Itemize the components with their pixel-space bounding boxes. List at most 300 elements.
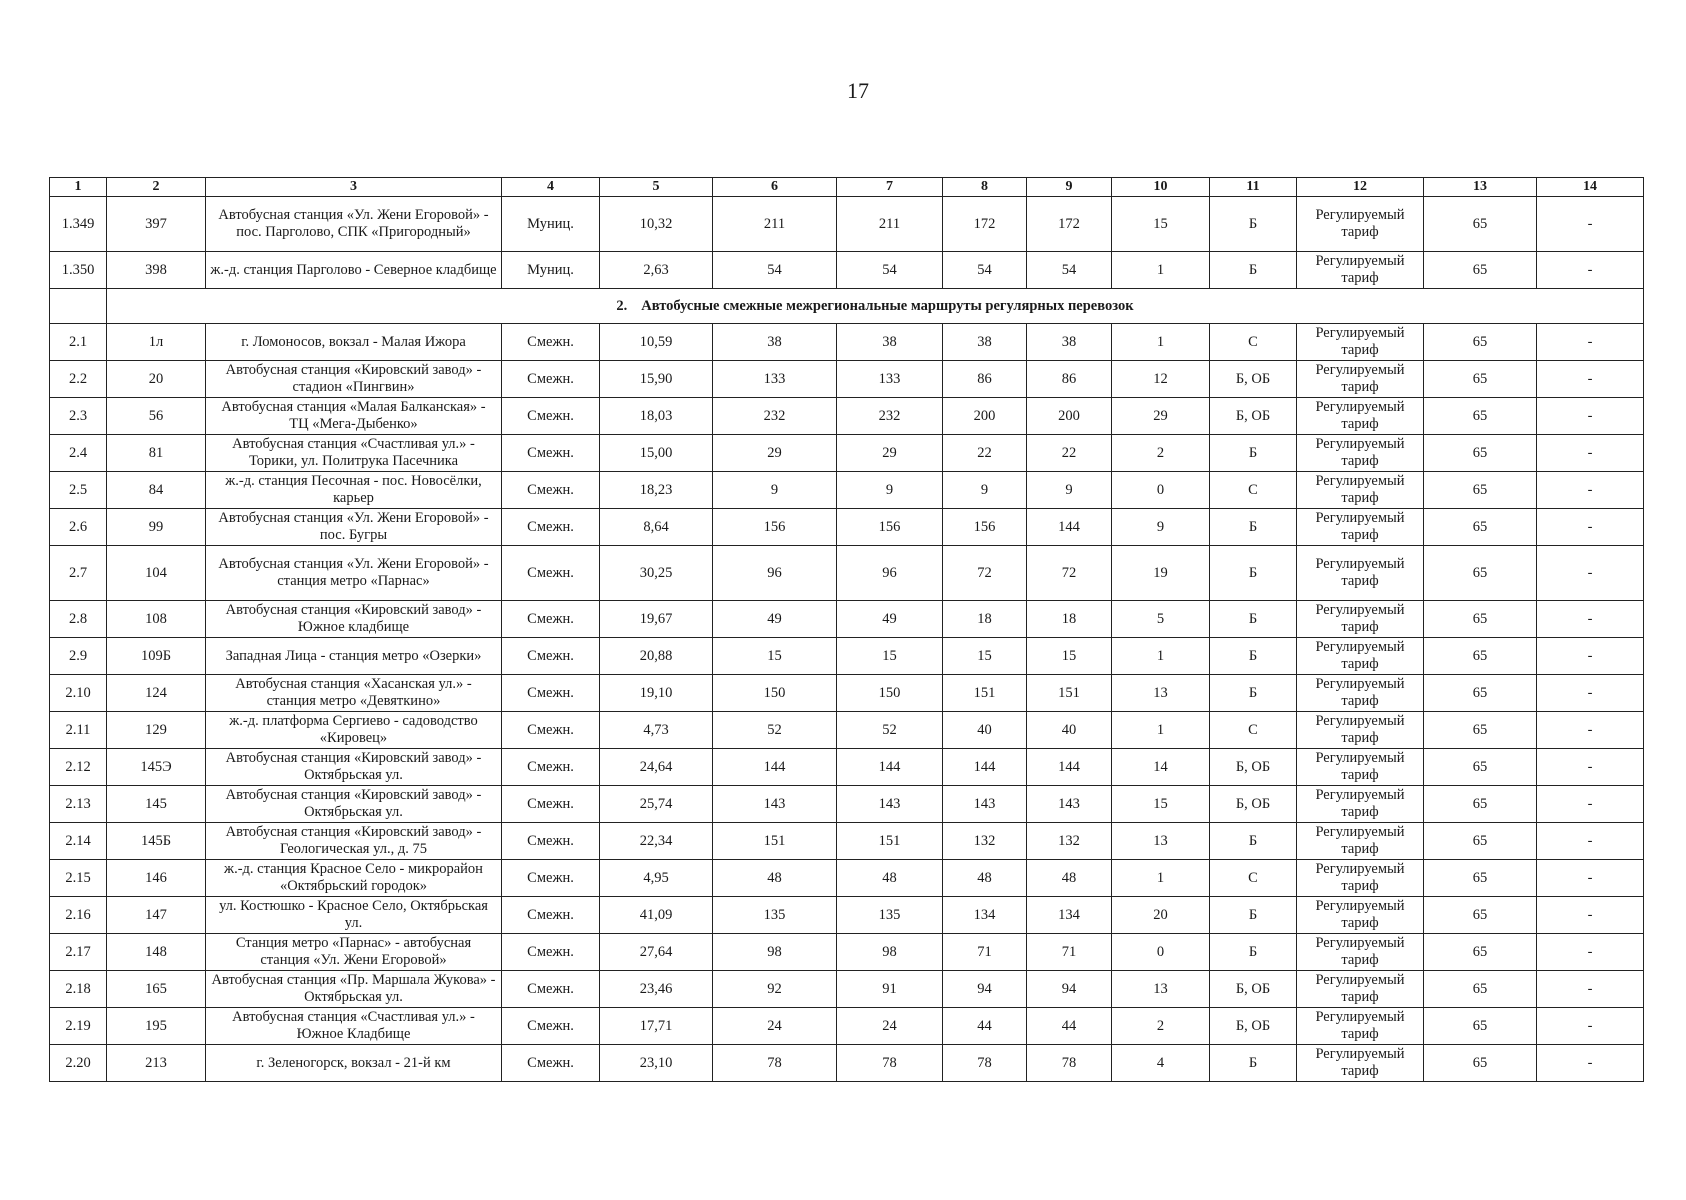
value-col-9: 144 [1027, 749, 1112, 786]
vehicle-class: Б [1210, 934, 1297, 971]
value-col-8: 72 [943, 546, 1027, 601]
route-length: 27,64 [600, 934, 713, 971]
value-col-13: 65 [1424, 823, 1537, 860]
tariff: Регулируемый тариф [1297, 638, 1424, 675]
value-col-14: - [1537, 675, 1644, 712]
value-col-13: 65 [1424, 971, 1537, 1008]
row-number: 2.18 [50, 971, 107, 1008]
route-name: Автобусная станция «Кировский завод» - Геологическая ул., д. 75 [206, 823, 502, 860]
vehicle-class: С [1210, 472, 1297, 509]
route-number: 146 [107, 860, 206, 897]
vehicle-class: Б, ОБ [1210, 398, 1297, 435]
value-col-14: - [1537, 712, 1644, 749]
route-name: ул. Костюшко - Красное Село, Октябрьская ул. [206, 897, 502, 934]
route-number: 398 [107, 252, 206, 289]
table-row [50, 971, 1644, 1008]
vehicle-class: Б, ОБ [1210, 1008, 1297, 1045]
column-header-13: 13 [1424, 178, 1537, 197]
value-col-8: 78 [943, 1045, 1027, 1082]
value-col-14: - [1537, 1045, 1644, 1082]
value-col-7: 78 [837, 1045, 943, 1082]
value-col-10: 19 [1112, 546, 1210, 601]
value-col-10: 12 [1112, 361, 1210, 398]
tariff: Регулируемый тариф [1297, 860, 1424, 897]
value-col-13: 65 [1424, 860, 1537, 897]
route-type: Смежн. [502, 546, 600, 601]
value-col-6: 232 [713, 398, 837, 435]
vehicle-class: Б, ОБ [1210, 749, 1297, 786]
route-number: 84 [107, 472, 206, 509]
route-name: Автобусная станция «Хасанская ул.» - станция метро «Девяткино» [206, 675, 502, 712]
value-col-9: 54 [1027, 252, 1112, 289]
row-number: 1.349 [50, 197, 107, 252]
route-number: 124 [107, 675, 206, 712]
route-name: Автобусная станция «Кировский завод» - Южное кладбище [206, 601, 502, 638]
value-col-8: 132 [943, 823, 1027, 860]
column-header-14: 14 [1537, 178, 1644, 197]
value-col-6: 29 [713, 435, 837, 472]
value-col-10: 14 [1112, 749, 1210, 786]
vehicle-class: Б [1210, 1045, 1297, 1082]
route-name: Автобусная станция «Кировский завод» - стадион «Пингвин» [206, 361, 502, 398]
value-col-6: 54 [713, 252, 837, 289]
value-col-14: - [1537, 971, 1644, 1008]
table-body [50, 178, 1644, 1082]
row-number: 2.7 [50, 546, 107, 601]
value-col-14: - [1537, 934, 1644, 971]
value-col-9: 72 [1027, 546, 1112, 601]
value-col-10: 2 [1112, 435, 1210, 472]
value-col-6: 156 [713, 509, 837, 546]
value-col-7: 9 [837, 472, 943, 509]
section-row [50, 289, 1644, 324]
value-col-6: 211 [713, 197, 837, 252]
row-number: 2.10 [50, 675, 107, 712]
value-col-10: 15 [1112, 786, 1210, 823]
value-col-8: 151 [943, 675, 1027, 712]
tariff: Регулируемый тариф [1297, 398, 1424, 435]
value-col-6: 9 [713, 472, 837, 509]
value-col-7: 91 [837, 971, 943, 1008]
vehicle-class: Б [1210, 546, 1297, 601]
route-number: 145 [107, 786, 206, 823]
table-row [50, 324, 1644, 361]
route-type: Смежн. [502, 435, 600, 472]
value-col-7: 24 [837, 1008, 943, 1045]
route-length: 20,88 [600, 638, 713, 675]
value-col-9: 44 [1027, 1008, 1112, 1045]
route-name: ж.-д. платформа Сергиево - садоводство «Кировец» [206, 712, 502, 749]
value-col-13: 65 [1424, 675, 1537, 712]
value-col-8: 38 [943, 324, 1027, 361]
route-length: 23,46 [600, 971, 713, 1008]
value-col-9: 9 [1027, 472, 1112, 509]
value-col-10: 29 [1112, 398, 1210, 435]
route-number: 397 [107, 197, 206, 252]
route-number: 129 [107, 712, 206, 749]
row-number: 2.14 [50, 823, 107, 860]
value-col-10: 13 [1112, 675, 1210, 712]
value-col-7: 54 [837, 252, 943, 289]
value-col-13: 65 [1424, 897, 1537, 934]
routes-table [49, 177, 1644, 1082]
value-col-13: 65 [1424, 324, 1537, 361]
value-col-9: 132 [1027, 823, 1112, 860]
value-col-8: 54 [943, 252, 1027, 289]
value-col-7: 52 [837, 712, 943, 749]
vehicle-class: Б [1210, 823, 1297, 860]
value-col-7: 15 [837, 638, 943, 675]
value-col-6: 52 [713, 712, 837, 749]
tariff: Регулируемый тариф [1297, 361, 1424, 398]
value-col-9: 86 [1027, 361, 1112, 398]
route-length: 2,63 [600, 252, 713, 289]
section-title-text: Автобусные смежные межрегиональные маршруты регулярных перевозок [641, 297, 1134, 314]
value-col-8: 48 [943, 860, 1027, 897]
value-col-13: 65 [1424, 361, 1537, 398]
value-col-13: 65 [1424, 712, 1537, 749]
value-col-14: - [1537, 1008, 1644, 1045]
route-number: 56 [107, 398, 206, 435]
table-row [50, 786, 1644, 823]
value-col-14: - [1537, 197, 1644, 252]
vehicle-class: Б [1210, 675, 1297, 712]
value-col-8: 143 [943, 786, 1027, 823]
row-number: 2.12 [50, 749, 107, 786]
value-col-14: - [1537, 546, 1644, 601]
section-title [107, 289, 1644, 324]
section-blank-cell [50, 289, 107, 324]
route-length: 15,90 [600, 361, 713, 398]
route-type: Муниц. [502, 252, 600, 289]
tariff: Регулируемый тариф [1297, 786, 1424, 823]
table-row [50, 398, 1644, 435]
route-type: Смежн. [502, 712, 600, 749]
route-length: 19,67 [600, 601, 713, 638]
tariff: Регулируемый тариф [1297, 252, 1424, 289]
value-col-14: - [1537, 638, 1644, 675]
value-col-6: 144 [713, 749, 837, 786]
column-header-9: 9 [1027, 178, 1112, 197]
value-col-7: 98 [837, 934, 943, 971]
route-length: 19,10 [600, 675, 713, 712]
value-col-10: 1 [1112, 638, 1210, 675]
route-number: 99 [107, 509, 206, 546]
route-number: 104 [107, 546, 206, 601]
table-row [50, 472, 1644, 509]
row-number: 1.350 [50, 252, 107, 289]
value-col-13: 65 [1424, 934, 1537, 971]
column-header-11: 11 [1210, 178, 1297, 197]
value-col-6: 143 [713, 786, 837, 823]
value-col-7: 151 [837, 823, 943, 860]
column-header-5: 5 [600, 178, 713, 197]
route-type: Смежн. [502, 860, 600, 897]
row-number: 2.2 [50, 361, 107, 398]
route-name: Автобусная станция «Кировский завод» - Октябрьская ул. [206, 749, 502, 786]
route-length: 18,03 [600, 398, 713, 435]
value-col-9: 22 [1027, 435, 1112, 472]
route-type: Смежн. [502, 638, 600, 675]
row-number: 2.15 [50, 860, 107, 897]
value-col-6: 150 [713, 675, 837, 712]
value-col-14: - [1537, 361, 1644, 398]
vehicle-class: Б, ОБ [1210, 361, 1297, 398]
row-number: 2.6 [50, 509, 107, 546]
value-col-10: 13 [1112, 971, 1210, 1008]
value-col-14: - [1537, 860, 1644, 897]
row-number: 2.11 [50, 712, 107, 749]
value-col-10: 1 [1112, 324, 1210, 361]
value-col-10: 20 [1112, 897, 1210, 934]
value-col-8: 71 [943, 934, 1027, 971]
column-header-row [50, 178, 1644, 197]
route-name: Западная Лица - станция метро «Озерки» [206, 638, 502, 675]
table-row [50, 435, 1644, 472]
value-col-9: 15 [1027, 638, 1112, 675]
column-header-7: 7 [837, 178, 943, 197]
value-col-7: 232 [837, 398, 943, 435]
value-col-7: 29 [837, 435, 943, 472]
table-row [50, 601, 1644, 638]
value-col-9: 134 [1027, 897, 1112, 934]
value-col-7: 48 [837, 860, 943, 897]
vehicle-class: Б [1210, 601, 1297, 638]
route-number: 1л [107, 324, 206, 361]
row-number: 2.13 [50, 786, 107, 823]
route-number: 81 [107, 435, 206, 472]
table-row [50, 197, 1644, 252]
value-col-13: 65 [1424, 1045, 1537, 1082]
tariff: Регулируемый тариф [1297, 1008, 1424, 1045]
tariff: Регулируемый тариф [1297, 435, 1424, 472]
value-col-13: 65 [1424, 638, 1537, 675]
value-col-13: 65 [1424, 398, 1537, 435]
value-col-9: 200 [1027, 398, 1112, 435]
value-col-9: 172 [1027, 197, 1112, 252]
table-row [50, 749, 1644, 786]
value-col-6: 98 [713, 934, 837, 971]
tariff: Регулируемый тариф [1297, 712, 1424, 749]
value-col-7: 49 [837, 601, 943, 638]
route-name: Автобусная станция «Счастливая ул.» - Южное Кладбище [206, 1008, 502, 1045]
value-col-13: 65 [1424, 601, 1537, 638]
route-length: 23,10 [600, 1045, 713, 1082]
vehicle-class: Б [1210, 252, 1297, 289]
route-length: 18,23 [600, 472, 713, 509]
route-name: г. Зеленогорск, вокзал - 21-й км [206, 1045, 502, 1082]
value-col-14: - [1537, 786, 1644, 823]
table-row [50, 897, 1644, 934]
value-col-14: - [1537, 472, 1644, 509]
value-col-13: 65 [1424, 546, 1537, 601]
value-col-10: 4 [1112, 1045, 1210, 1082]
value-col-7: 156 [837, 509, 943, 546]
value-col-8: 86 [943, 361, 1027, 398]
route-type: Смежн. [502, 1008, 600, 1045]
value-col-8: 22 [943, 435, 1027, 472]
value-col-8: 15 [943, 638, 1027, 675]
table-row [50, 546, 1644, 601]
route-length: 10,59 [600, 324, 713, 361]
value-col-9: 38 [1027, 324, 1112, 361]
column-header-8: 8 [943, 178, 1027, 197]
route-length: 30,25 [600, 546, 713, 601]
route-number: 213 [107, 1045, 206, 1082]
column-header-12: 12 [1297, 178, 1424, 197]
vehicle-class: Б [1210, 435, 1297, 472]
route-type: Муниц. [502, 197, 600, 252]
vehicle-class: Б [1210, 638, 1297, 675]
value-col-10: 2 [1112, 1008, 1210, 1045]
value-col-9: 94 [1027, 971, 1112, 1008]
value-col-13: 65 [1424, 197, 1537, 252]
value-col-10: 15 [1112, 197, 1210, 252]
value-col-6: 24 [713, 1008, 837, 1045]
value-col-6: 133 [713, 361, 837, 398]
value-col-14: - [1537, 749, 1644, 786]
route-number: 165 [107, 971, 206, 1008]
value-col-14: - [1537, 897, 1644, 934]
vehicle-class: Б [1210, 509, 1297, 546]
vehicle-class: С [1210, 712, 1297, 749]
value-col-8: 200 [943, 398, 1027, 435]
value-col-14: - [1537, 823, 1644, 860]
value-col-10: 0 [1112, 934, 1210, 971]
route-length: 24,64 [600, 749, 713, 786]
tariff: Регулируемый тариф [1297, 472, 1424, 509]
tariff: Регулируемый тариф [1297, 823, 1424, 860]
value-col-8: 18 [943, 601, 1027, 638]
table-row [50, 860, 1644, 897]
value-col-13: 65 [1424, 252, 1537, 289]
route-length: 41,09 [600, 897, 713, 934]
table-row [50, 934, 1644, 971]
tariff: Регулируемый тариф [1297, 934, 1424, 971]
route-number: 108 [107, 601, 206, 638]
value-col-6: 49 [713, 601, 837, 638]
value-col-14: - [1537, 324, 1644, 361]
route-type: Смежн. [502, 324, 600, 361]
vehicle-class: Б, ОБ [1210, 786, 1297, 823]
route-type: Смежн. [502, 823, 600, 860]
route-number: 109Б [107, 638, 206, 675]
vehicle-class: Б, ОБ [1210, 971, 1297, 1008]
route-type: Смежн. [502, 601, 600, 638]
value-col-13: 65 [1424, 786, 1537, 823]
value-col-14: - [1537, 509, 1644, 546]
route-name: г. Ломоносов, вокзал - Малая Ижора [206, 324, 502, 361]
value-col-9: 78 [1027, 1045, 1112, 1082]
value-col-9: 151 [1027, 675, 1112, 712]
section-number: 2. [616, 297, 628, 314]
row-number: 2.4 [50, 435, 107, 472]
value-col-14: - [1537, 435, 1644, 472]
value-col-9: 48 [1027, 860, 1112, 897]
route-name: Автобусная станция «Счастливая ул.» - Торики, ул. Политрука Пасечника [206, 435, 502, 472]
value-col-7: 96 [837, 546, 943, 601]
value-col-14: - [1537, 601, 1644, 638]
row-number: 2.20 [50, 1045, 107, 1082]
value-col-14: - [1537, 398, 1644, 435]
route-name: Автобусная станция «Ул. Жени Егоровой» - пос. Парголово, СПК «Пригородный» [206, 197, 502, 252]
value-col-9: 143 [1027, 786, 1112, 823]
route-number: 147 [107, 897, 206, 934]
route-type: Смежн. [502, 361, 600, 398]
column-header-1: 1 [50, 178, 107, 197]
value-col-9: 144 [1027, 509, 1112, 546]
value-col-9: 40 [1027, 712, 1112, 749]
column-header-10: 10 [1112, 178, 1210, 197]
value-col-10: 0 [1112, 472, 1210, 509]
value-col-10: 9 [1112, 509, 1210, 546]
row-number: 2.16 [50, 897, 107, 934]
vehicle-class: Б [1210, 197, 1297, 252]
value-col-13: 65 [1424, 435, 1537, 472]
row-number: 2.1 [50, 324, 107, 361]
route-length: 10,32 [600, 197, 713, 252]
route-length: 8,64 [600, 509, 713, 546]
route-type: Смежн. [502, 509, 600, 546]
route-length: 25,74 [600, 786, 713, 823]
column-header-3: 3 [206, 178, 502, 197]
route-length: 4,73 [600, 712, 713, 749]
route-name: ж.-д. станция Красное Село - микрорайон «Октябрьский городок» [206, 860, 502, 897]
value-col-6: 38 [713, 324, 837, 361]
vehicle-class: Б [1210, 897, 1297, 934]
route-name: Станция метро «Парнас» - автобусная станция «Ул. Жени Егоровой» [206, 934, 502, 971]
route-type: Смежн. [502, 786, 600, 823]
value-col-7: 211 [837, 197, 943, 252]
route-type: Смежн. [502, 897, 600, 934]
route-name: Автобусная станция «Ул. Жени Егоровой» - пос. Бугры [206, 509, 502, 546]
table-row [50, 712, 1644, 749]
tariff: Регулируемый тариф [1297, 675, 1424, 712]
value-col-8: 134 [943, 897, 1027, 934]
route-name: Автобусная станция «Ул. Жени Егоровой» - станция метро «Парнас» [206, 546, 502, 601]
value-col-6: 48 [713, 860, 837, 897]
value-col-8: 9 [943, 472, 1027, 509]
value-col-10: 13 [1112, 823, 1210, 860]
row-number: 2.8 [50, 601, 107, 638]
value-col-13: 65 [1424, 1008, 1537, 1045]
column-header-6: 6 [713, 178, 837, 197]
route-number: 195 [107, 1008, 206, 1045]
value-col-8: 172 [943, 197, 1027, 252]
route-type: Смежн. [502, 934, 600, 971]
value-col-7: 150 [837, 675, 943, 712]
route-length: 17,71 [600, 1008, 713, 1045]
value-col-6: 135 [713, 897, 837, 934]
route-length: 22,34 [600, 823, 713, 860]
value-col-6: 151 [713, 823, 837, 860]
value-col-9: 18 [1027, 601, 1112, 638]
value-col-8: 144 [943, 749, 1027, 786]
route-type: Смежн. [502, 398, 600, 435]
route-type: Смежн. [502, 675, 600, 712]
tariff: Регулируемый тариф [1297, 897, 1424, 934]
value-col-10: 1 [1112, 252, 1210, 289]
column-header-4: 4 [502, 178, 600, 197]
value-col-7: 135 [837, 897, 943, 934]
route-name: ж.-д. станция Песочная - пос. Новосёлки, карьер [206, 472, 502, 509]
route-number: 145Э [107, 749, 206, 786]
route-number: 145Б [107, 823, 206, 860]
tariff: Регулируемый тариф [1297, 324, 1424, 361]
route-name: Автобусная станция «Кировский завод» - Октябрьская ул. [206, 786, 502, 823]
table-row [50, 638, 1644, 675]
table-row [50, 823, 1644, 860]
